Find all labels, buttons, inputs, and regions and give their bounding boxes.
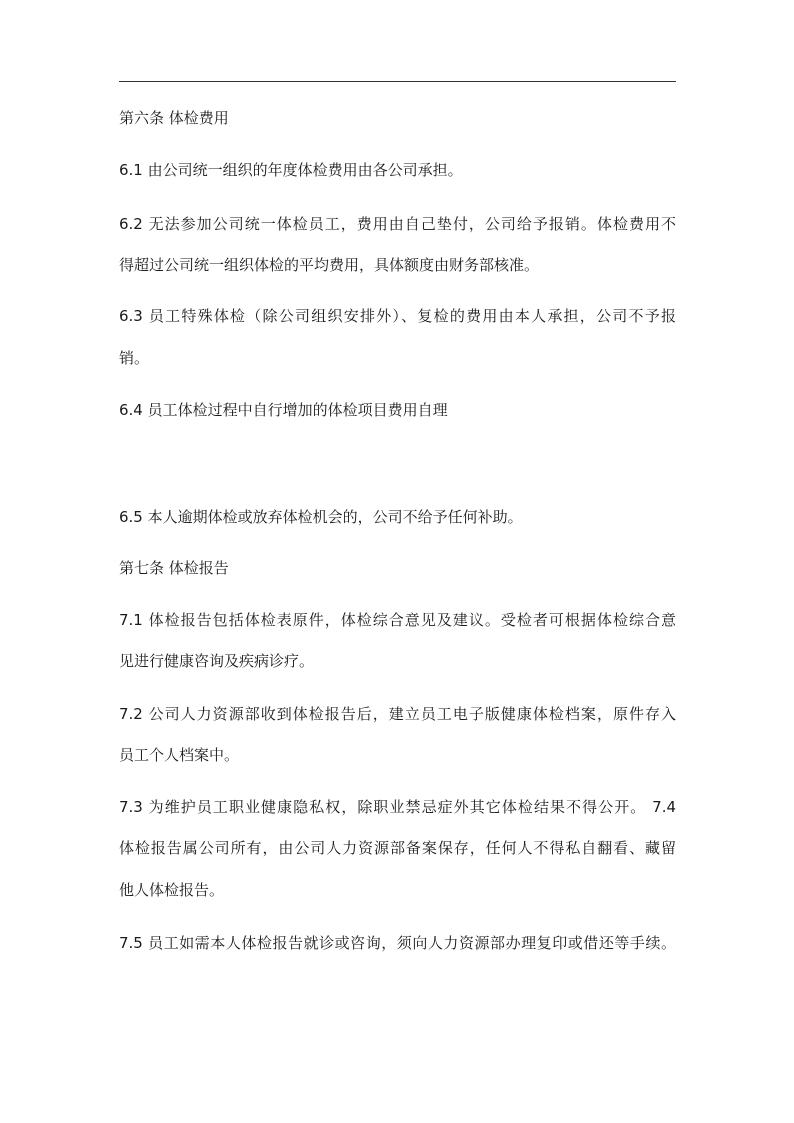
clause-6-2-line-2: 得超过公司统一组织体检的平均费用，具体额度由财务部核准。 [119, 256, 540, 274]
clause-7-4-line-2: 体检报告属公司所有，由公司人力资源部备案保存，任何人不得私自翻看、藏留 [119, 839, 676, 857]
clause-7-2-line-1: 7.2 公司人力资源部收到体检报告后，建立员工电子版健康体检档案，原件存入 [119, 705, 676, 723]
clause-7-5: 7.5 员工如需本人体检报告就诊或咨询，须向人力资源部办理复印或借还等手续。 [119, 934, 676, 952]
clause-7-2-line-2: 员工个人档案中。 [119, 746, 240, 764]
clause-7-3-line-1: 7.3 为维护员工职业健康隐私权，除职业禁忌症外其它体检结果不得公开。 7.4 [119, 798, 676, 816]
article-6-title: 第六条 体检费用 [119, 109, 229, 127]
clause-6-4: 6.4 员工体检过程中自行增加的体检项目费用自理 [119, 401, 448, 419]
clause-7-4-line-3: 他人体检报告。 [119, 881, 225, 899]
header-rule [119, 81, 676, 82]
clause-6-2-line-1: 6.2 无法参加公司统一体检员工，费用由自己垫付，公司给予报销。体检费用不 [119, 215, 676, 233]
clause-6-3-line-2: 销。 [119, 349, 150, 367]
clause-6-5: 6.5 本人逾期体检或放弃体检机会的，公司不给予任何补助。 [119, 508, 523, 526]
clause-6-3-line-1: 6.3 员工特殊体检（除公司组织安排外）、复检的费用由本人承担，公司不予报 [119, 307, 676, 325]
clause-6-1: 6.1 由公司统一组织的年度体检费用由各公司承担。 [119, 161, 463, 179]
clause-7-1-line-2: 见进行健康咨询及疾病诊疗。 [119, 652, 315, 670]
article-7-title: 第七条 体检报告 [119, 559, 229, 577]
clause-7-1-line-1: 7.1 体检报告包括体检表原件，体检综合意见及建议。受检者可根据体检综合意 [119, 611, 676, 629]
